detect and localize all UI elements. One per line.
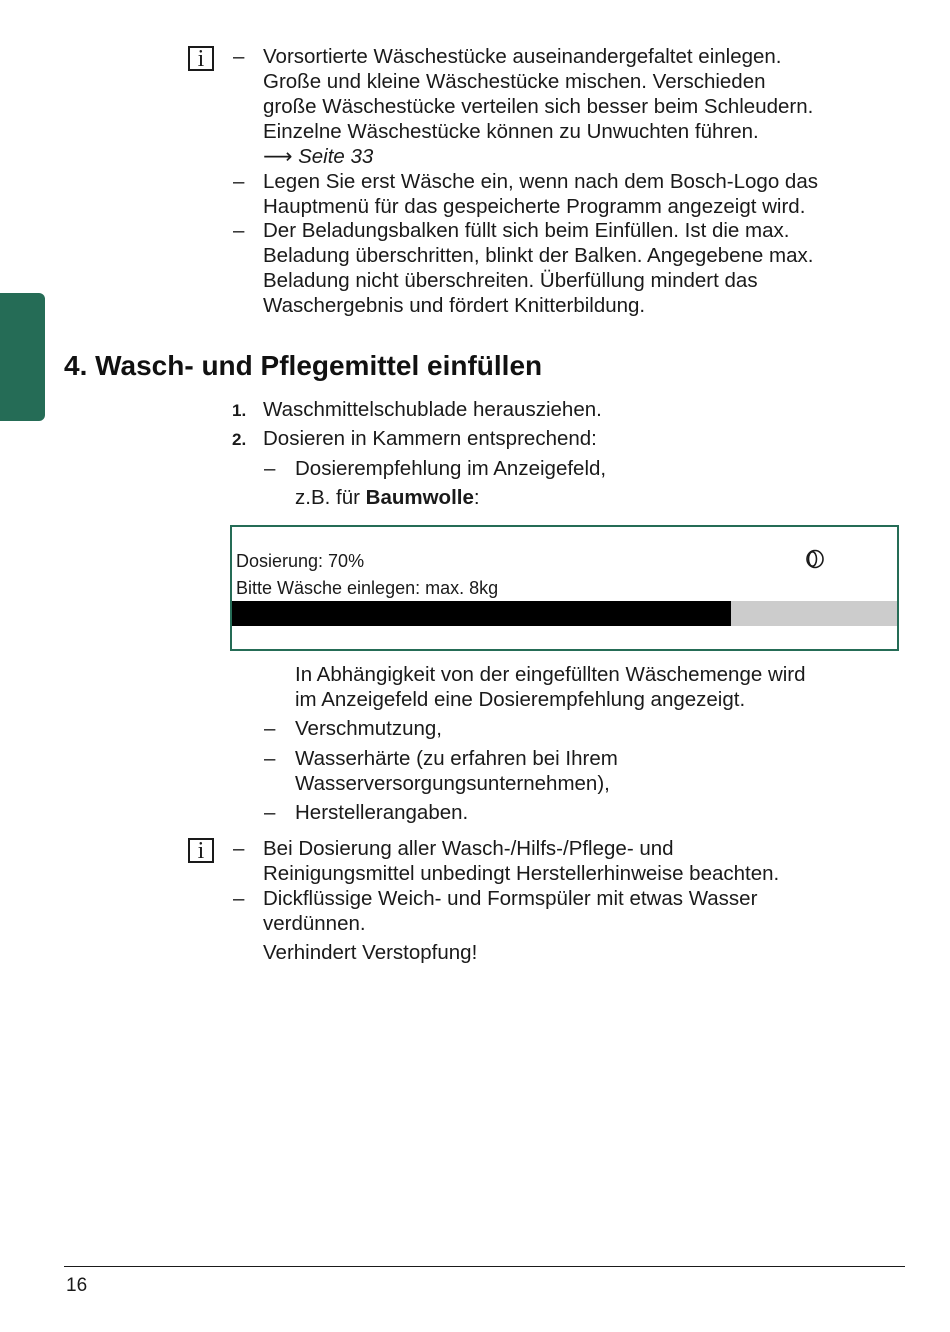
text-line: Herstellerangaben.: [295, 801, 469, 824]
footer-divider: [64, 1266, 905, 1267]
dash-bullet: –: [264, 747, 276, 770]
dash-bullet: –: [233, 219, 245, 242]
text-fragment: z.B. für: [295, 486, 366, 509]
text-line: große Wäschestücke verteilen sich besser beim Schleudern.: [263, 95, 814, 118]
dash-bullet: –: [264, 457, 276, 480]
text-line: Waschergebnis und fördert Knitterbildung.: [263, 294, 646, 317]
text-line: Verschmutzung,: [295, 717, 442, 740]
text-line: Beladung nicht überschreiten. Überfüllung mindert das: [263, 269, 758, 292]
display-panel: [230, 525, 899, 651]
step-text: Dosieren in Kammern entsprechend:: [263, 427, 597, 450]
dash-bullet: –: [233, 45, 245, 68]
text-line: verdünnen.: [263, 912, 366, 935]
note-text: Verhindert Verstopfung!: [263, 941, 478, 964]
page-reference[interactable]: [263, 144, 903, 169]
load-text: Bitte Wäsche einlegen: max. 8kg: [236, 578, 499, 598]
info-icon: i: [188, 838, 214, 863]
example-line: [295, 485, 480, 510]
text-line: Beladung überschritten, blinkt der Balken. Angegebene max.: [263, 244, 814, 267]
page-number: 16: [66, 1275, 88, 1296]
text-line: Bei Dosierung aller Wasch-/Hilfs-/Pflege- und: [263, 837, 674, 860]
text-line: Reinigungsmittel unbedingt Herstellerhinweise beachten.: [263, 862, 780, 885]
load-bar: [232, 601, 897, 626]
step-number: 1.: [232, 401, 247, 420]
text-line: Vorsortierte Wäschestücke auseinandergefaltet einlegen.: [263, 45, 782, 68]
info-icon: i: [188, 46, 214, 71]
text-line: Wasserversorgungsunternehmen),: [295, 772, 610, 795]
step-number: 2.: [232, 430, 247, 449]
dash-bullet: –: [233, 837, 245, 860]
page-reference-text[interactable]: Seite 33: [298, 145, 374, 168]
text-line: Dickflüssige Weich- und Formspüler mit etwas Wasser: [263, 887, 758, 910]
program-name: Baumwolle: [365, 486, 474, 509]
dash-bullet: –: [264, 801, 276, 824]
text-fragment: :: [473, 486, 480, 509]
text-line: Dosierempfehlung im Anzeigefeld,: [295, 457, 607, 480]
arrow-right-icon: ⟶: [263, 145, 293, 168]
text-line: im Anzeigefeld eine Dosierempfehlung angezeigt.: [295, 688, 746, 711]
text-line: Wasserhärte (zu erfahren bei Ihrem: [295, 747, 618, 770]
step-item: [232, 426, 597, 452]
section-heading: 4. Wasch- und Pflegemittel einfüllen: [64, 350, 543, 381]
dash-bullet: –: [233, 170, 245, 193]
detergent-dose-icon: [805, 549, 825, 569]
dash-bullet: –: [264, 717, 276, 740]
text-line: Hauptmenü für das gespeicherte Programm angezeigt wird.: [263, 195, 806, 218]
step-item: [232, 397, 602, 423]
chapter-tab-marker: [0, 293, 45, 421]
text-line: In Abhängigkeit von der eingefüllten Wäschemenge wird: [295, 663, 806, 686]
text-line: Der Beladungsbalken füllt sich beim Einfüllen. Ist die max.: [263, 219, 790, 242]
step-text: Waschmittelschublade herausziehen.: [263, 398, 602, 421]
load-bar-fill: [232, 601, 731, 626]
text-line: Legen Sie erst Wäsche ein, wenn nach dem Bosch-Logo das: [263, 170, 818, 193]
text-line: Einzelne Wäschestücke können zu Unwuchten führen.: [263, 120, 759, 143]
dosage-text: Dosierung: 70%: [236, 551, 365, 571]
text-line: Große und kleine Wäschestücke mischen. Verschieden: [263, 70, 766, 93]
dash-bullet: –: [233, 887, 245, 910]
